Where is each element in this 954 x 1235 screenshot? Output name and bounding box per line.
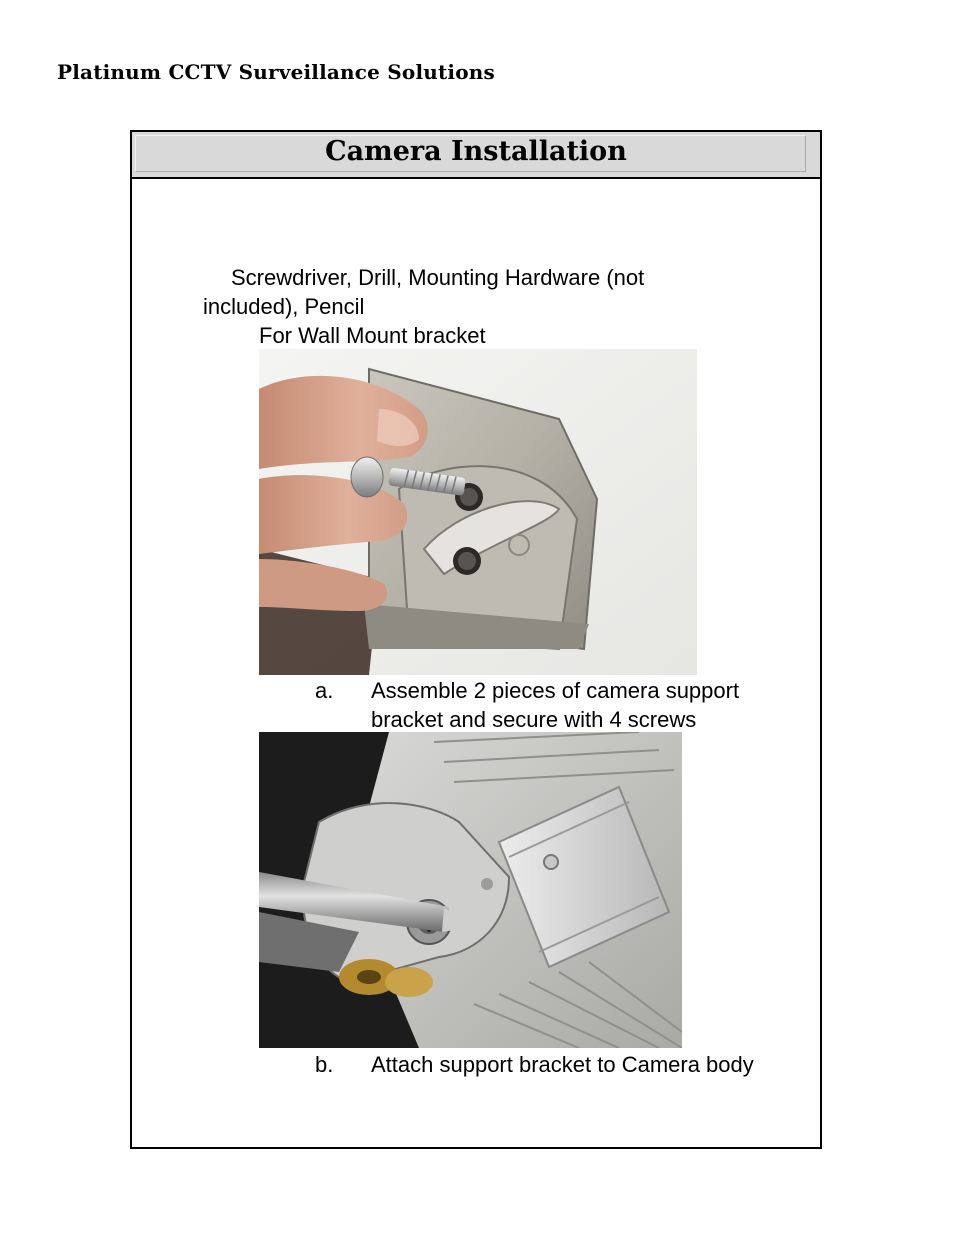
step-b-letter: b. [315,1052,334,1077]
bracket-assembly-photo [259,349,697,675]
step-a-line-1: Assemble 2 pieces of camera support [371,678,740,703]
step-b-line-1: Attach support bracket to Camera body [371,1052,754,1077]
mount-heading: For Wall Mount bracket [259,323,486,348]
camera-body-attach-photo [259,732,682,1048]
section-title-bar [132,132,820,179]
step-a-letter: a. [315,678,334,703]
tools-line-1: Screwdriver, Drill, Mounting Hardware (not [231,265,645,290]
section-title: Camera Installation [325,136,627,167]
tools-line-2: included), Pencil [203,294,365,319]
step-a-line-2: bracket and secure with 4 screws [371,707,697,732]
document-header-brand: Platinum CCTV Surveillance Solutions [57,60,495,84]
